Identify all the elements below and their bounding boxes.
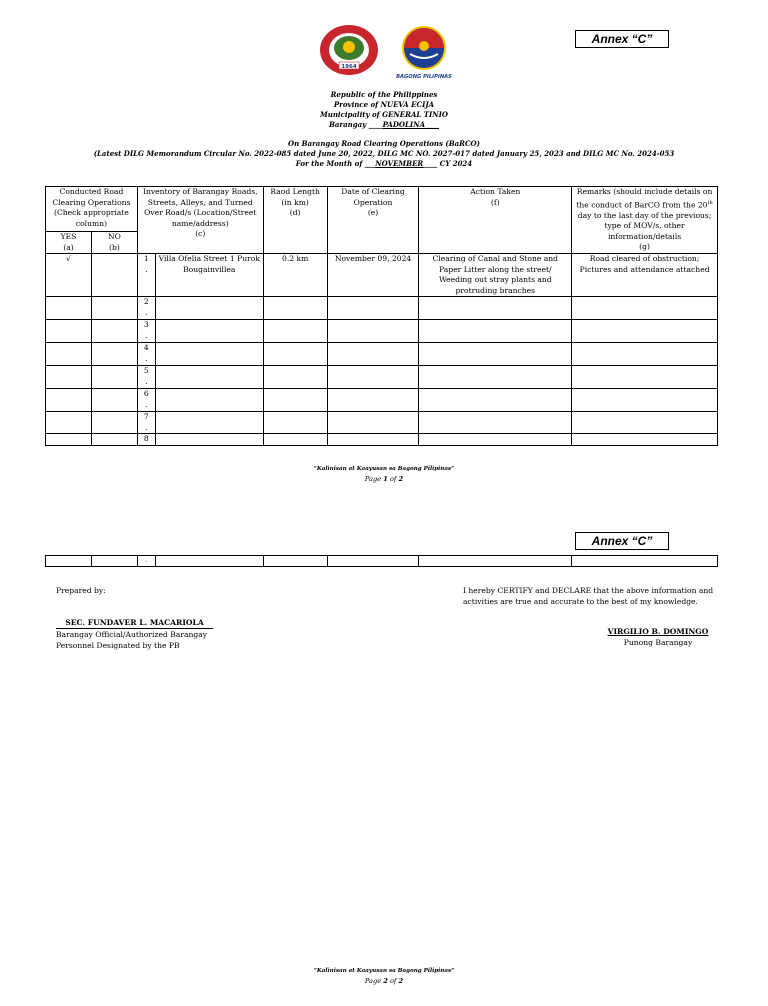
cell-remarks	[572, 320, 718, 343]
cell-yes: √	[46, 254, 92, 297]
month-line: For the Month of ___NOVEMBER____ CY 2024	[295, 159, 473, 168]
svg-text:BAGONG PILIPINAS: BAGONG PILIPINAS	[396, 74, 452, 80]
cell-date: November 09, 2024	[327, 254, 419, 297]
barangay-name: PADOLINA	[382, 120, 426, 129]
row-number: 8	[137, 434, 155, 446]
table-row	[46, 343, 718, 366]
month-value: NOVEMBER	[375, 159, 424, 168]
cell-action	[419, 343, 572, 366]
preparer-name: SEC. FUNDAVER L. MACARIOLA	[56, 617, 213, 629]
cell-date	[327, 297, 419, 320]
row-number: 7 .	[137, 412, 155, 434]
continuation-cell	[572, 556, 718, 567]
cell-yes	[46, 412, 92, 434]
barangay-seal-logo	[319, 24, 379, 76]
cell-yes	[46, 343, 92, 366]
cell-no	[91, 320, 137, 343]
cell-no	[91, 254, 137, 297]
cell-length	[263, 343, 327, 366]
header-action: Action Taken (f)	[419, 187, 572, 254]
cell-date	[327, 320, 419, 343]
cell-location	[155, 389, 263, 412]
continuation-cell	[419, 556, 572, 567]
row-number: 4 .	[137, 343, 155, 366]
cell-location	[155, 434, 263, 446]
footer-motto-page2: “Kalinisan at Kaayusan sa Bagong Pilipinas”	[313, 968, 455, 974]
footer-motto: “Kalinisan at Kaayusan sa Bagong Pilipinas”	[313, 466, 455, 472]
cell-yes	[46, 320, 92, 343]
preparer-title-1: Barangay Official/Authorized Barangay	[56, 630, 208, 639]
row-number: 1 .	[137, 254, 155, 297]
header-no: NO (b)	[91, 232, 137, 254]
table-row	[46, 366, 718, 389]
certify-text-2: activities are true and accurate to the best of my knowledge.	[463, 597, 698, 606]
cell-action	[419, 297, 572, 320]
cell-no	[91, 366, 137, 389]
cell-length	[263, 389, 327, 412]
cell-location	[155, 366, 263, 389]
continuation-cell	[46, 556, 92, 567]
cell-date	[327, 389, 419, 412]
table-row	[46, 412, 718, 434]
page-number-2: Page 2 of 2	[364, 977, 404, 985]
cell-remarks	[572, 412, 718, 434]
cell-location: Villa Ofelia Street 1 Purok Bougainvillea	[155, 254, 263, 297]
header-length: Raod Length (in km) (d)	[263, 187, 327, 254]
certify-text-1: I hereby CERTIFY and DECLARE that the above information and	[463, 586, 714, 595]
cell-yes	[46, 366, 92, 389]
svg-text:1964: 1964	[341, 64, 357, 70]
page-number-1: Page 1 of 2	[364, 475, 404, 483]
certifier-title: Punong Barangay	[623, 638, 693, 647]
cell-yes	[46, 389, 92, 412]
continuation-dot: .	[137, 556, 155, 567]
header-date: Date of Clearing Operation (e)	[327, 187, 419, 254]
cell-no	[91, 343, 137, 366]
cell-date	[327, 412, 419, 434]
barco-table	[45, 186, 718, 446]
cell-remarks	[572, 366, 718, 389]
cell-date	[327, 343, 419, 366]
cell-action	[419, 366, 572, 389]
cell-action	[419, 434, 572, 446]
cell-location	[155, 320, 263, 343]
table-row	[46, 297, 718, 320]
cell-length	[263, 412, 327, 434]
cell-action	[419, 389, 572, 412]
barangay-line: Barangay ____PADOLINA____	[328, 120, 440, 129]
header-yes: YES (a)	[46, 232, 92, 254]
prepared-by-label: Prepared by:	[56, 586, 106, 595]
cell-action	[419, 412, 572, 434]
table-row	[46, 320, 718, 343]
header-conducted: Conducted Road Clearing Operations (Check appropriate column)	[46, 187, 138, 232]
municipality-line: Municipality of GENERAL TINIO	[319, 110, 449, 119]
bagong-pilipinas-logo	[394, 24, 454, 80]
cell-length: 0.2 km	[263, 254, 327, 297]
cell-no	[91, 389, 137, 412]
row-number: 3 .	[137, 320, 155, 343]
continuation-cell	[91, 556, 137, 567]
certifier-name: VIRGILIO B. DOMINGO	[607, 627, 709, 636]
continuation-cell	[263, 556, 327, 567]
cell-length	[263, 366, 327, 389]
cell-no	[91, 297, 137, 320]
row-number: 2 .	[137, 297, 155, 320]
document-subtitle: (Latest DILG Memorandum Circular No. 2022-085 dated June 20, 2022, DILG MC NO. 2027-017 dated January 25, 2023 and DILG MC No. 2024-053	[93, 149, 675, 158]
cell-yes	[46, 434, 92, 446]
table-row	[46, 434, 718, 446]
annex-label: Annex “C”	[575, 30, 669, 48]
cell-remarks	[572, 434, 718, 446]
cell-length	[263, 320, 327, 343]
continuation-cell	[327, 556, 419, 567]
cell-location	[155, 412, 263, 434]
cell-date	[327, 434, 419, 446]
row-number: 6 .	[137, 389, 155, 412]
cell-length	[263, 297, 327, 320]
cell-no	[91, 412, 137, 434]
annex-label-page2: Annex “C”	[575, 532, 669, 550]
cell-action: Clearing of Canal and Stone and Paper Litter along the street/ Weeding out stray plants and protruding branches	[419, 254, 572, 297]
continuation-table	[45, 555, 718, 567]
header-inventory: Inventory of Barangay Roads, Streets, Alleys, and Turned Over Road/s (Location/Street name/address) (c)	[137, 187, 263, 254]
cell-date	[327, 366, 419, 389]
continuation-cell	[155, 556, 263, 567]
table-row	[46, 389, 718, 412]
cell-yes	[46, 297, 92, 320]
cell-action	[419, 320, 572, 343]
cell-location	[155, 297, 263, 320]
table-row	[46, 254, 718, 297]
cell-remarks	[572, 389, 718, 412]
cell-no	[91, 434, 137, 446]
cell-remarks	[572, 297, 718, 320]
header-remarks: Remarks (should include details on the conduct of BarCO from the 20th day to the last day of the previous; type of MOV/s, other information/details (g)	[572, 187, 718, 254]
row-number: 5 .	[137, 366, 155, 389]
cell-length	[263, 434, 327, 446]
document-title: On Barangay Road Clearing Operations (BaRCO)	[288, 139, 480, 148]
cell-remarks: Road cleared of obstruction; Pictures and attendance attached	[572, 254, 718, 297]
republic-line: Republic of the Philippines	[330, 90, 438, 99]
province-line: Province of NUEVA ECIJA	[333, 100, 435, 109]
cell-location	[155, 343, 263, 366]
preparer-title-2: Personnel Designated by the PB	[56, 641, 180, 650]
cell-remarks	[572, 343, 718, 366]
